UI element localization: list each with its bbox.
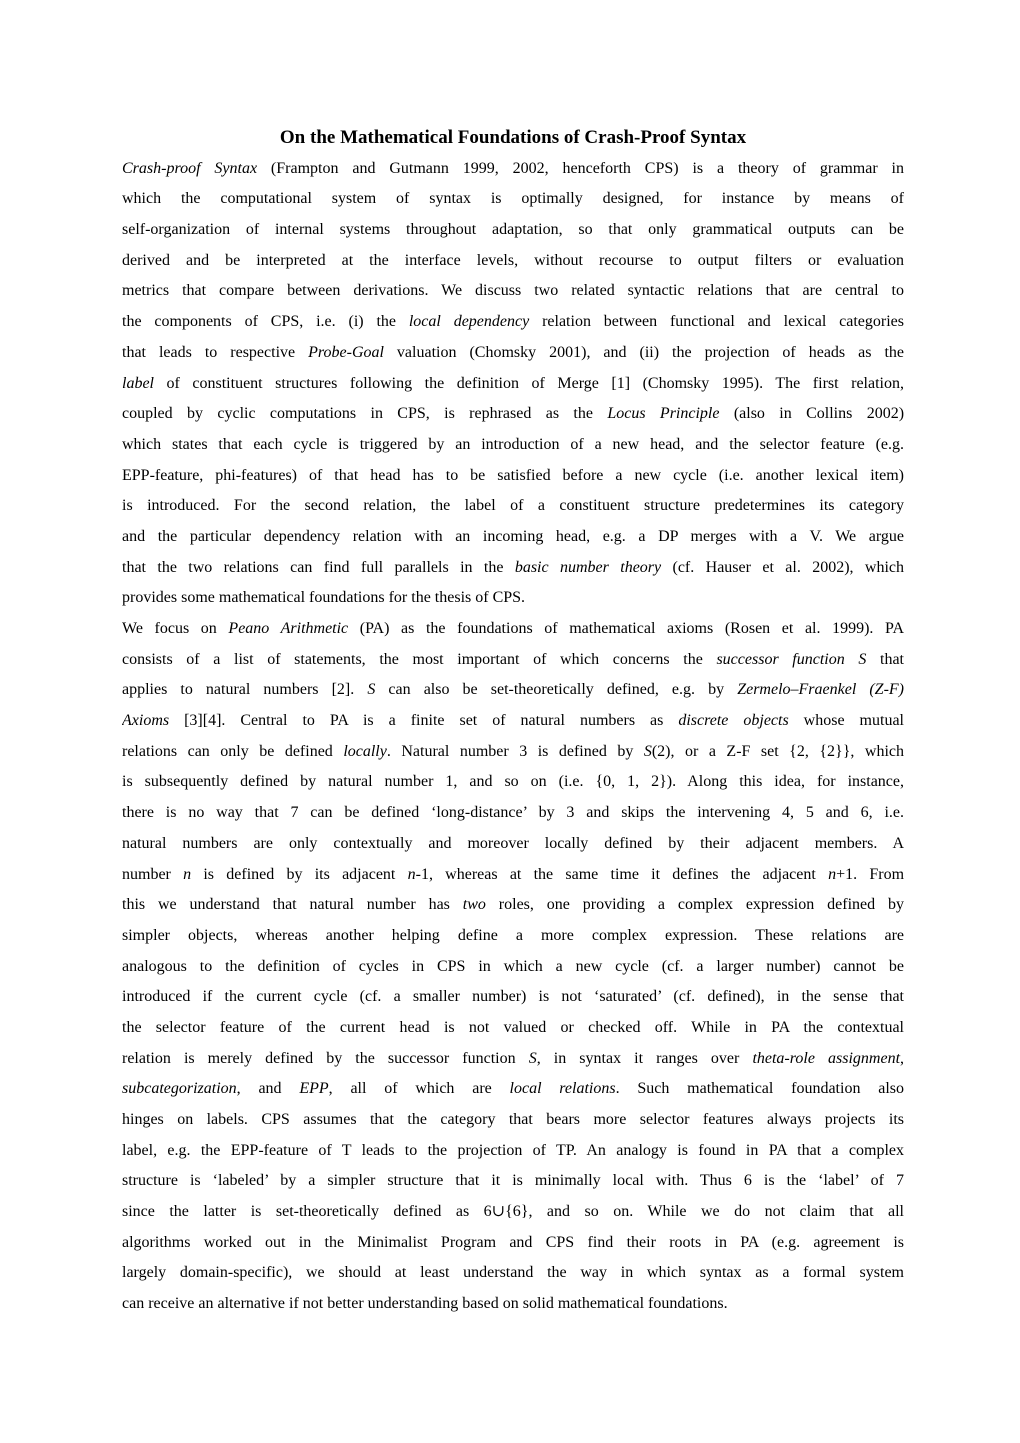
text-line (122, 522, 904, 553)
text-line (122, 369, 904, 400)
text-segment: EPP-feature, phi-features) of that head has to be satisfied before a new cycle (i.e. another lexical item) (122, 466, 904, 484)
text-segment: We focus on (122, 620, 229, 638)
text-segment: that (866, 650, 904, 668)
text-segment: derived and be interpreted at the interface levels, without recourse to output filters or evaluation (122, 251, 904, 269)
text-segment: structure is ‘labeled’ by a simpler structure that it is minimally local with. Thus 6 is the ‘label’ of 7 (122, 1172, 904, 1190)
text-segment: introduced if the current cycle (cf. a smaller number) is not ‘saturated’ (cf. defined), in the sense that (122, 988, 904, 1006)
italic-text-segment: subcategorization (122, 1080, 237, 1098)
italic-text-segment: Crash-proof Syntax (122, 159, 258, 177)
text-line (122, 706, 904, 737)
italic-text-segment: EPP (299, 1080, 329, 1098)
text-line (122, 982, 904, 1013)
text-segment: largely domain-specific), we should at least understand the way in which syntax as a formal system (122, 1264, 904, 1282)
text-segment: (PA) as the foundations of mathematical axioms (Rosen et al. 1999). PA (348, 620, 904, 638)
italic-text-segment: Peano Arithmetic (228, 620, 349, 638)
italic-text-segment: Zermelo–Fraenkel (Z-F) (737, 681, 904, 699)
paragraph (122, 154, 904, 614)
text-line (122, 737, 904, 768)
text-segment: the selector feature of the current head is not valued or checked off. While in PA the contextual (122, 1018, 904, 1036)
italic-text-segment: theta-role assignment (752, 1049, 901, 1067)
text-segment: which the computational system of syntax is optimally designed, for instance by means of (122, 190, 904, 208)
text-line (122, 430, 904, 461)
italic-text-segment: local dependency (408, 313, 530, 331)
text-line (122, 1197, 904, 1228)
text-segment: metrics that compare between derivations. We discuss two related syntactic relations that are central to (122, 282, 904, 300)
text-segment: algorithms worked out in the Minimalist Program and CPS find their roots in PA (e.g. agreement is (122, 1233, 904, 1251)
text-line (122, 1105, 904, 1136)
text-segment: this we understand that natural number has (122, 896, 463, 914)
text-segment: the components of CPS, i.e. (i) the (122, 313, 409, 331)
text-line (122, 860, 904, 891)
text-segment: label, e.g. the EPP-feature of T leads to the projection of TP. An analogy is found in PA that a complex (122, 1141, 904, 1159)
text-segment: natural numbers are only contextually and moreover locally defined by their adjacent members. A (122, 834, 904, 852)
text-line (122, 1228, 904, 1259)
text-line (122, 215, 904, 246)
text-segment: that the two relations can find full parallels in the (122, 558, 515, 576)
text-segment: (also in Collins 2002) (719, 405, 904, 423)
text-line (122, 829, 904, 860)
text-segment: of constituent structures following the definition of Merge [1] (Chomsky 1995). The first relation, (154, 374, 904, 392)
text-line (122, 1289, 904, 1320)
text-segment: simpler objects, whereas another helping define a more complex expression. These relations are (122, 926, 904, 944)
text-segment: there is no way that 7 can be defined ‘long-distance’ by 3 and skips the intervening 4, 5 and 6, i.e. (122, 804, 904, 822)
text-segment: relation between functional and lexical categories (529, 313, 904, 331)
text-segment: whose mutual (788, 712, 904, 730)
text-line (122, 1044, 904, 1075)
text-segment: -1, whereas at the same time it defines the adjacent (415, 865, 829, 883)
text-segment: +1. From (836, 865, 904, 883)
text-segment: applies to natural numbers [2]. (122, 681, 368, 699)
text-line (122, 399, 904, 430)
page-title: On the Mathematical Foundations of Crash-Proof Syntax (279, 127, 747, 148)
text-segment: relations can only be defined (122, 742, 344, 760)
text-line (122, 491, 904, 522)
text-segment: coupled by cyclic computations in CPS, is rephrased as the (122, 405, 608, 423)
text-segment: is defined by its adjacent (191, 865, 408, 883)
text-segment: number (122, 865, 184, 883)
italic-text-segment: n (407, 865, 416, 883)
text-segment: , all of which are (328, 1080, 510, 1098)
text-line (122, 184, 904, 215)
text-line (122, 276, 904, 307)
text-segment: roles, one providing a complex expression defined by (485, 896, 904, 914)
text-segment: self-organization of internal systems throughout adaptation, so that only grammatical outputs can be (122, 221, 904, 239)
text-segment: (2), or a Z-F set {2, {2}}, which (651, 742, 904, 760)
text-segment: . Such mathematical foundation also (615, 1080, 904, 1098)
text-segment: is introduced. For the second relation, the label of a constituent structure predetermines its category (122, 497, 904, 515)
italic-text-segment: local relations (509, 1080, 616, 1098)
text-line (122, 307, 904, 338)
text-line (122, 154, 904, 185)
text-segment: which states that each cycle is triggered by an introduction of a new head, and the selector feature (e.g. (122, 435, 904, 453)
text-segment: can receive an alternative if not better understanding based on solid mathematical foundations. (122, 1295, 728, 1313)
text-line (122, 614, 904, 645)
text-line (122, 246, 904, 277)
italic-text-segment: discrete objects (678, 712, 789, 730)
text-segment: (cf. Hauser et al. 2002), which (661, 558, 904, 576)
italic-text-segment: S (528, 1049, 537, 1067)
text-segment: (Frampton and Gutmann 1999, 2002, henceforth CPS) is a theory of grammar in (257, 159, 904, 177)
text-line (122, 461, 904, 492)
italic-text-segment: Locus Principle (607, 405, 720, 423)
text-line (122, 675, 904, 706)
text-line (122, 1074, 904, 1105)
text-line (122, 553, 904, 584)
italic-text-segment: S (643, 742, 652, 760)
document-body (122, 154, 904, 1320)
italic-text-segment: basic number theory (514, 558, 662, 576)
text-segment: since the latter is set-theoretically defined as 6∪{6}, and so on. While we do not claim that all (122, 1203, 904, 1221)
italic-text-segment: locally (343, 742, 387, 760)
text-segment: analogous to the definition of cycles in CPS in which a new cycle (cf. a larger number) cannot be (122, 957, 904, 975)
text-line (122, 338, 904, 369)
italic-text-segment: n (183, 865, 192, 883)
text-segment: valuation (Chomsky 2001), and (ii) the projection of heads as the (383, 343, 904, 361)
italic-text-segment: Axioms (122, 712, 170, 730)
text-segment: consists of a list of statements, the most important of which concerns the (122, 650, 717, 668)
text-segment: that leads to respective (122, 343, 309, 361)
text-segment: , in syntax it ranges over (536, 1049, 753, 1067)
text-line (122, 890, 904, 921)
text-line (122, 798, 904, 829)
italic-text-segment: n (828, 865, 837, 883)
text-segment: , and (236, 1080, 300, 1098)
text-line (122, 583, 904, 614)
text-line (122, 921, 904, 952)
text-line (122, 767, 904, 798)
text-line (122, 1166, 904, 1197)
text-line (122, 645, 904, 676)
text-line (122, 1013, 904, 1044)
text-segment: is subsequently defined by natural number 1, and so on (i.e. {0, 1, 2}). Along this idea, for instance, (122, 773, 904, 791)
italic-text-segment: two (462, 896, 486, 914)
italic-text-segment: successor function S (716, 650, 867, 668)
text-segment: can also be set-theoretically defined, e.g. by (375, 681, 738, 699)
paragraph (122, 614, 904, 1320)
text-segment: and the particular dependency relation with an incoming head, e.g. a DP merges with a V. We argue (122, 527, 904, 545)
text-segment: relation is merely defined by the successor function (122, 1049, 529, 1067)
italic-text-segment: S (367, 681, 376, 699)
text-segment: hinges on labels. CPS assumes that the category that bears more selector features always projects its (122, 1111, 904, 1129)
text-segment: . Natural number 3 is defined by (386, 742, 644, 760)
text-segment: provides some mathematical foundations for the thesis of CPS. (122, 589, 526, 607)
text-line (122, 1136, 904, 1167)
text-line (122, 1258, 904, 1289)
text-segment: , (900, 1049, 904, 1067)
italic-text-segment: label (122, 374, 154, 392)
text-line (122, 952, 904, 983)
italic-text-segment: Probe-Goal (308, 343, 384, 361)
text-segment: [3][4]. Central to PA is a finite set of natural numbers as (169, 712, 679, 730)
